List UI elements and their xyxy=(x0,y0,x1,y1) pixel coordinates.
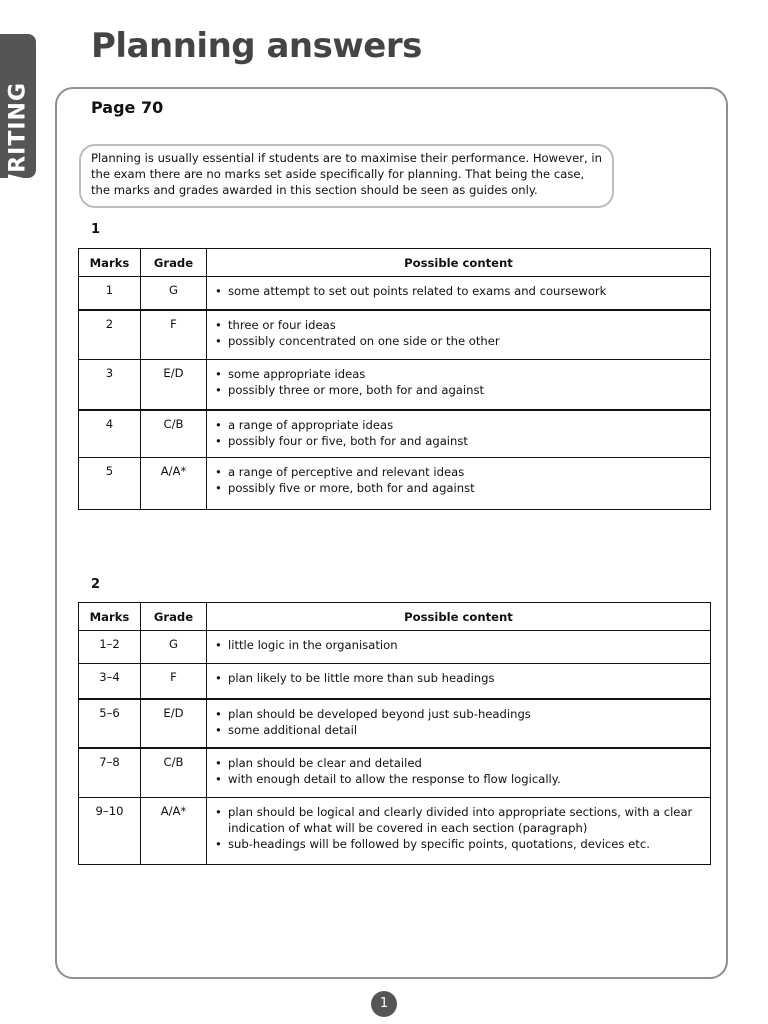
table-row xyxy=(79,410,711,458)
grade-cell: G xyxy=(141,277,207,310)
content-bullet: • little logic in the organisation xyxy=(213,637,702,653)
page-reference: Page 70 xyxy=(91,98,164,117)
header-marks: Marks xyxy=(79,603,141,631)
mark-scheme-table-2 xyxy=(78,602,711,865)
marks-cell: 3 xyxy=(79,360,141,410)
intro-note: Planning is usually essential if students are to maximise their performance. However, in the exam there are no marks set aside specifically for planning. That being the case, the marks and grades awarded in this section should be seen as guides only. xyxy=(79,144,614,208)
content-bullet: • some attempt to set out points related to exams and coursework xyxy=(213,283,702,299)
question-number-2: 2 xyxy=(91,577,101,592)
table-row xyxy=(79,631,711,664)
marks-cell: 4 xyxy=(79,410,141,458)
table-header-row xyxy=(79,603,711,631)
table-row xyxy=(79,360,711,410)
table-row xyxy=(79,748,711,798)
content-bullet: • possibly concentrated on one side or the other xyxy=(213,333,702,349)
table-row xyxy=(79,664,711,699)
content-cell xyxy=(207,277,711,310)
content-cell xyxy=(207,310,711,360)
content-cell xyxy=(207,410,711,458)
grade-cell: F xyxy=(141,310,207,360)
content-bullet: • possibly five or more, both for and against xyxy=(213,480,702,496)
content-cell xyxy=(207,631,711,664)
page-number-badge: 1 xyxy=(371,991,397,1017)
marks-cell: 7–8 xyxy=(79,748,141,798)
table-row xyxy=(79,699,711,748)
table-row xyxy=(79,310,711,360)
marks-cell: 5 xyxy=(79,458,141,510)
section-tab-label: WRITING xyxy=(5,81,31,199)
header-content: Possible content xyxy=(207,249,711,277)
marks-cell: 2 xyxy=(79,310,141,360)
table-row xyxy=(79,798,711,865)
question-number-1: 1 xyxy=(91,222,101,237)
content-cell xyxy=(207,798,711,865)
table-row xyxy=(79,277,711,310)
marks-cell: 3–4 xyxy=(79,664,141,699)
grade-cell: C/B xyxy=(141,410,207,458)
content-bullet: • plan should be developed beyond just sub-headings xyxy=(213,706,702,722)
header-grade: Grade xyxy=(141,603,207,631)
header-grade: Grade xyxy=(141,249,207,277)
table-row xyxy=(79,458,711,510)
grade-cell: C/B xyxy=(141,748,207,798)
page-title: Planning answers xyxy=(91,26,422,66)
marks-cell: 1 xyxy=(79,277,141,310)
content-bullet: • some appropriate ideas xyxy=(213,366,702,382)
content-bullet: • some additional detail xyxy=(213,722,702,738)
grade-cell: F xyxy=(141,664,207,699)
content-cell xyxy=(207,458,711,510)
content-bullet: • a range of perceptive and relevant ideas xyxy=(213,464,702,480)
content-bullet: • plan should be clear and detailed xyxy=(213,755,702,771)
grade-cell: E/D xyxy=(141,360,207,410)
content-bullet: • three or four ideas xyxy=(213,317,702,333)
marks-cell: 5–6 xyxy=(79,699,141,748)
table-header-row xyxy=(79,249,711,277)
marks-cell: 9–10 xyxy=(79,798,141,865)
content-cell xyxy=(207,748,711,798)
header-marks: Marks xyxy=(79,249,141,277)
content-bullet: • possibly three or more, both for and against xyxy=(213,382,702,398)
content-bullet: • possibly four or five, both for and against xyxy=(213,433,702,449)
header-content: Possible content xyxy=(207,603,711,631)
content-bullet: • with enough detail to allow the response to flow logically. xyxy=(213,771,702,787)
grade-cell: G xyxy=(141,631,207,664)
grade-cell: A/A* xyxy=(141,798,207,865)
mark-scheme-table-1 xyxy=(78,248,711,510)
content-cell xyxy=(207,664,711,699)
grade-cell: A/A* xyxy=(141,458,207,510)
content-bullet: • plan likely to be little more than sub headings xyxy=(213,670,702,686)
section-tab xyxy=(0,34,36,199)
marks-cell: 1–2 xyxy=(79,631,141,664)
content-cell xyxy=(207,360,711,410)
content-cell xyxy=(207,699,711,748)
content-bullet: • sub-headings will be followed by specific points, quotations, devices etc. xyxy=(213,836,702,852)
grade-cell: E/D xyxy=(141,699,207,748)
content-bullet: • plan should be logical and clearly divided into appropriate sections, with a clear indication of what will be covered in each section (paragraph) xyxy=(213,804,702,836)
content-bullet: • a range of appropriate ideas xyxy=(213,417,702,433)
